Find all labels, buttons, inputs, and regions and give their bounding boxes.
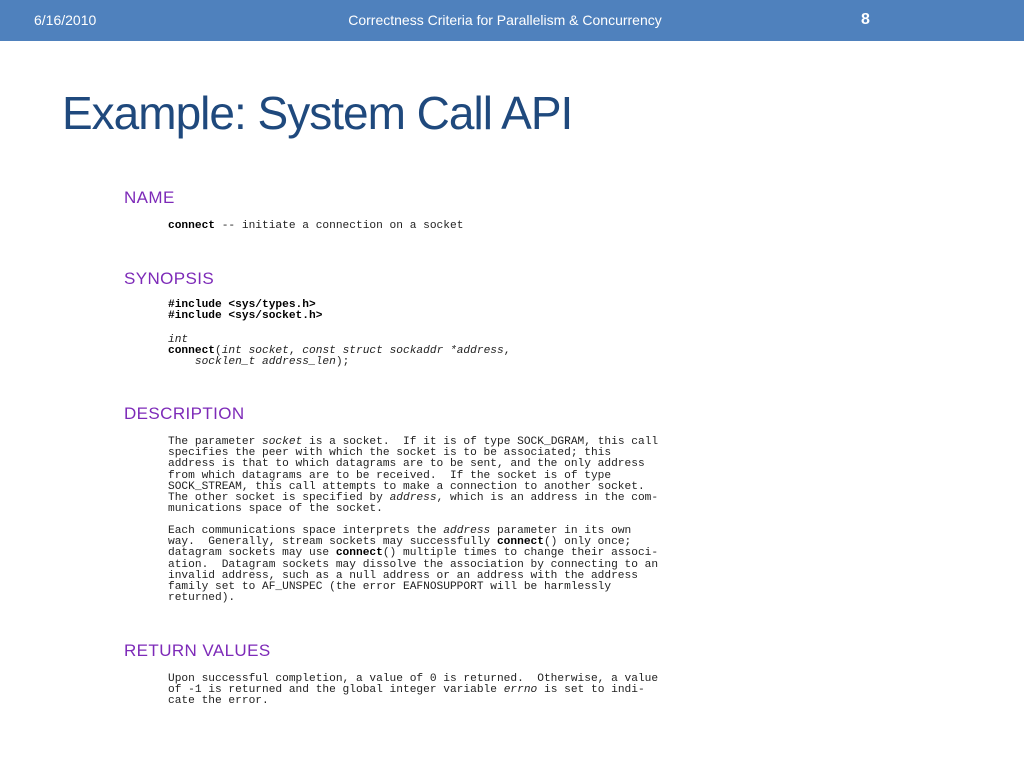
section-heading-description: DESCRIPTION — [124, 404, 245, 423]
description-paragraph-2 — [168, 526, 658, 604]
name-description: -- initiate a connection on a socket — [215, 220, 464, 232]
text-run-italic: errno — [503, 684, 538, 697]
paren-open: ( — [215, 345, 222, 358]
text-line: Upon successful completion, a value of 0 is returned. Otherwise, a value — [168, 673, 659, 685]
prototype-function-name: connect — [168, 345, 215, 358]
text-run: datagram sockets may use — [168, 547, 336, 560]
text-line: munications space of the socket. — [168, 503, 383, 516]
return-values-text — [168, 674, 658, 708]
slide-header-bar — [0, 0, 1024, 41]
text-line: ation. Datagram sockets may dissolve the association by connecting to an — [168, 558, 659, 571]
text-run-italic: address — [443, 525, 491, 537]
paren-close: ); — [335, 356, 350, 369]
text-line: specifies the peer with which the socket is to be associated; this — [168, 447, 612, 460]
text-line: family set to AF_UNSPEC (the error EAFNOSUPPORT will be harmlessly — [168, 581, 612, 594]
section-heading-synopsis: SYNOPSIS — [124, 269, 215, 288]
text-run-bold: connect — [335, 547, 383, 560]
synopsis-includes — [168, 300, 322, 322]
text-line: SOCK_STREAM, this call attempts to make a connection to another socket. — [168, 480, 645, 493]
page-number: 8 — [861, 11, 870, 28]
param-separator: , — [288, 345, 303, 358]
text-run: is a socket. If it is of type SOCK_DGRAM, this call — [302, 436, 659, 448]
text-run: is set to indi- — [537, 684, 645, 697]
text-run: The other socket is specified by — [168, 492, 390, 505]
text-run: () only once; — [543, 536, 632, 549]
param-address: const struct sockaddr *address — [302, 345, 504, 358]
text-line: returned). — [168, 592, 236, 605]
text-run: parameter in its own — [490, 525, 632, 537]
text-run: , which is an address in the com- — [436, 492, 659, 505]
description-paragraph-1 — [168, 437, 658, 515]
param-address-len: socklen_t address_len — [194, 356, 336, 369]
text-line: address is that to which datagrams are to be sent, and the only address — [168, 458, 645, 471]
text-line: from which datagrams are to be received. If the socket is of type — [168, 469, 612, 482]
section-heading-return-values: RETURN VALUES — [124, 641, 271, 660]
synopsis-prototype — [168, 335, 510, 369]
text-run: of -1 is returned and the global integer variable — [168, 684, 504, 697]
text-run: way. Generally, stream sockets may successfully — [168, 536, 497, 549]
section-heading-name: NAME — [124, 188, 175, 207]
text-run-italic: address — [389, 492, 437, 505]
course-title: Correctness Criteria for Parallelism & Concurrency — [348, 12, 662, 28]
connect-function-name: connect — [168, 220, 215, 232]
text-run: Each communications space interprets the — [168, 525, 444, 537]
param-separator: , — [503, 345, 511, 358]
include-types: #include <sys/types.h> — [168, 299, 316, 311]
return-type: int — [168, 334, 189, 346]
text-run: () multiple times to change their associ- — [382, 547, 659, 560]
slide-date: 6/16/2010 — [34, 12, 97, 28]
name-line — [168, 221, 463, 232]
indent — [168, 356, 195, 368]
slide-title: Example: System Call API — [62, 87, 573, 139]
text-line: cate the error. — [168, 695, 269, 708]
param-socket: int socket — [221, 345, 289, 358]
text-run: The parameter — [168, 436, 262, 448]
text-run-bold: connect — [496, 536, 544, 549]
include-socket: #include <sys/socket.h> — [168, 310, 323, 323]
text-line: invalid address, such as a null address or an address with the address — [168, 569, 638, 582]
text-run-italic: socket — [262, 436, 303, 448]
